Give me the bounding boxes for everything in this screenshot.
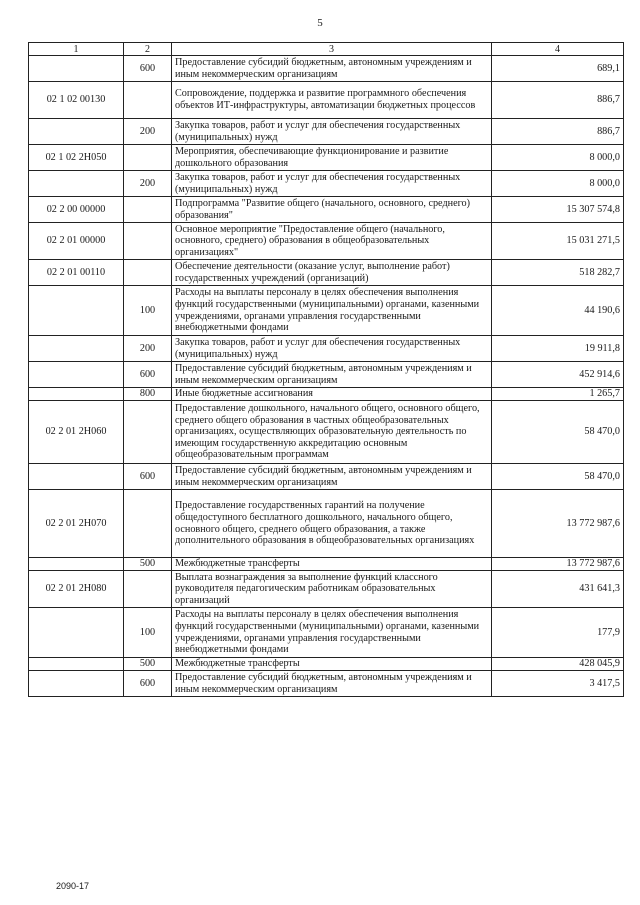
header-cell-type: 2 — [124, 43, 172, 56]
row-code-cell — [29, 464, 124, 490]
row-expense-type-cell: 200 — [124, 119, 172, 145]
row-name-cell: Предоставление субсидий бюджетным, автономным учреждениям и иным некоммерческим организациям — [172, 56, 492, 82]
row-name-cell: Предоставление субсидий бюджетным, автономным учреждениям и иным некоммерческим организациям — [172, 464, 492, 490]
row-name-cell: Предоставление государственных гарантий на получение общедоступного бесплатного дошкольного, начального общего, основного общего, среднего общего образования, а также дополнительного образования в общеобразовательных организациях — [172, 490, 492, 558]
row-amount-cell: 44 190,6 — [492, 286, 624, 336]
row-name-cell: Расходы на выплаты персоналу в целях обеспечения выполнения функций государственными (муниципальными) органами, казенными учреждениями, органами управления государственными внебюджетными фондами — [172, 286, 492, 336]
row-code-cell — [29, 119, 124, 145]
row-name-cell: Иные бюджетные ассигнования — [172, 388, 492, 401]
row-expense-type-cell — [124, 145, 172, 171]
row-expense-type-cell: 600 — [124, 464, 172, 490]
row-code-cell: 02 2 00 00000 — [29, 197, 124, 223]
row-expense-type-cell — [124, 490, 172, 558]
header-cell-name: 3 — [172, 43, 492, 56]
row-expense-type-cell — [124, 197, 172, 223]
row-expense-type-cell: 100 — [124, 286, 172, 336]
table-row — [29, 336, 624, 362]
row-name-cell: Сопровождение, поддержка и развитие программного обеспечения объектов ИТ-инфраструктуры, автоматизации бюджетных процессов — [172, 82, 492, 119]
row-expense-type-cell: 800 — [124, 388, 172, 401]
row-amount-cell: 886,7 — [492, 82, 624, 119]
row-amount-cell: 58 470,0 — [492, 464, 624, 490]
row-expense-type-cell — [124, 571, 172, 608]
row-code-cell: 02 2 01 00000 — [29, 223, 124, 260]
row-expense-type-cell: 600 — [124, 671, 172, 697]
row-amount-cell: 58 470,0 — [492, 401, 624, 464]
row-amount-cell: 8 000,0 — [492, 145, 624, 171]
row-code-cell — [29, 671, 124, 697]
row-code-cell — [29, 56, 124, 82]
row-name-cell: Выплата вознаграждения за выполнение функций классного руководителя педагогическим работникам образовательных организаций — [172, 571, 492, 608]
table-row — [29, 464, 624, 490]
row-amount-cell: 452 914,6 — [492, 362, 624, 388]
row-amount-cell: 886,7 — [492, 119, 624, 145]
table-row — [29, 145, 624, 171]
table-row — [29, 260, 624, 286]
table-body — [29, 56, 624, 697]
table-row — [29, 82, 624, 119]
row-code-cell — [29, 558, 124, 571]
table-row — [29, 558, 624, 571]
row-code-cell: 02 2 01 2Н070 — [29, 490, 124, 558]
row-name-cell: Закупка товаров, работ и услуг для обеспечения государственных (муниципальных) нужд — [172, 171, 492, 197]
row-code-cell: 02 2 01 00110 — [29, 260, 124, 286]
row-amount-cell: 15 307 574,8 — [492, 197, 624, 223]
row-amount-cell: 431 641,3 — [492, 571, 624, 608]
row-expense-type-cell — [124, 82, 172, 119]
row-expense-type-cell: 500 — [124, 658, 172, 671]
row-code-cell: 02 2 01 2Н060 — [29, 401, 124, 464]
table-row — [29, 490, 624, 558]
table-row — [29, 223, 624, 260]
row-name-cell: Основное мероприятие "Предоставление общего (начального, основного, среднего) образования в общеобразовательных организациях" — [172, 223, 492, 260]
footer-document-code: 2090-17 — [56, 881, 90, 891]
row-code-cell — [29, 336, 124, 362]
header-cell-amount: 4 — [492, 43, 624, 56]
row-code-cell — [29, 658, 124, 671]
table-row — [29, 388, 624, 401]
row-amount-cell: 3 417,5 — [492, 671, 624, 697]
row-amount-cell: 13 772 987,6 — [492, 490, 624, 558]
budget-table — [28, 42, 624, 697]
table-row — [29, 56, 624, 82]
row-name-cell: Подпрограмма "Развитие общего (начального, основного, среднего) образования" — [172, 197, 492, 223]
row-name-cell: Предоставление дошкольного, начального общего, основного общего, среднего общего образования в частных общеобразовательных организациях, осуществляющих образовательную деятельность по имеющим государственную аккредитацию основным общеобразовательным программам — [172, 401, 492, 464]
row-name-cell: Межбюджетные трансферты — [172, 558, 492, 571]
row-name-cell: Мероприятия, обеспечивающие функционирование и развитие дошкольного образования — [172, 145, 492, 171]
row-expense-type-cell: 500 — [124, 558, 172, 571]
row-code-cell: 02 1 02 00130 — [29, 82, 124, 119]
row-expense-type-cell: 200 — [124, 171, 172, 197]
row-amount-cell: 689,1 — [492, 56, 624, 82]
row-code-cell: 02 1 02 2Н050 — [29, 145, 124, 171]
row-amount-cell: 15 031 271,5 — [492, 223, 624, 260]
header-row — [29, 43, 624, 56]
row-name-cell: Межбюджетные трансферты — [172, 658, 492, 671]
header-cell-code: 1 — [29, 43, 124, 56]
row-name-cell: Закупка товаров, работ и услуг для обеспечения государственных (муниципальных) нужд — [172, 119, 492, 145]
table-row — [29, 401, 624, 464]
row-name-cell: Предоставление субсидий бюджетным, автономным учреждениям и иным некоммерческим организациям — [172, 671, 492, 697]
table-row — [29, 197, 624, 223]
row-expense-type-cell: 600 — [124, 56, 172, 82]
row-code-cell: 02 2 01 2Н080 — [29, 571, 124, 608]
table-row — [29, 286, 624, 336]
row-expense-type-cell — [124, 223, 172, 260]
row-amount-cell: 428 045,9 — [492, 658, 624, 671]
table-row — [29, 362, 624, 388]
row-code-cell — [29, 362, 124, 388]
row-expense-type-cell: 200 — [124, 336, 172, 362]
row-code-cell — [29, 286, 124, 336]
row-code-cell — [29, 171, 124, 197]
row-code-cell — [29, 608, 124, 658]
row-name-cell: Предоставление субсидий бюджетным, автономным учреждениям и иным некоммерческим организациям — [172, 362, 492, 388]
row-expense-type-cell: 100 — [124, 608, 172, 658]
row-code-cell — [29, 388, 124, 401]
table-row — [29, 608, 624, 658]
row-amount-cell: 13 772 987,6 — [492, 558, 624, 571]
row-name-cell: Расходы на выплаты персоналу в целях обеспечения выполнения функций государственными (муниципальными) органами, казенными учреждениями, органами управления государственными внебюджетными фондами — [172, 608, 492, 658]
row-expense-type-cell — [124, 260, 172, 286]
page-number: 5 — [317, 17, 323, 29]
row-amount-cell: 1 265,7 — [492, 388, 624, 401]
table-header — [29, 43, 624, 56]
row-expense-type-cell — [124, 401, 172, 464]
row-amount-cell: 19 911,8 — [492, 336, 624, 362]
row-name-cell: Закупка товаров, работ и услуг для обеспечения государственных (муниципальных) нужд — [172, 336, 492, 362]
row-amount-cell: 8 000,0 — [492, 171, 624, 197]
row-expense-type-cell: 600 — [124, 362, 172, 388]
row-amount-cell: 177,9 — [492, 608, 624, 658]
table-row — [29, 658, 624, 671]
table-row — [29, 571, 624, 608]
table-row — [29, 119, 624, 145]
table-row — [29, 171, 624, 197]
row-amount-cell: 518 282,7 — [492, 260, 624, 286]
row-name-cell: Обеспечение деятельности (оказание услуг, выполнение работ) государственных учреждений (организаций) — [172, 260, 492, 286]
table-row — [29, 671, 624, 697]
